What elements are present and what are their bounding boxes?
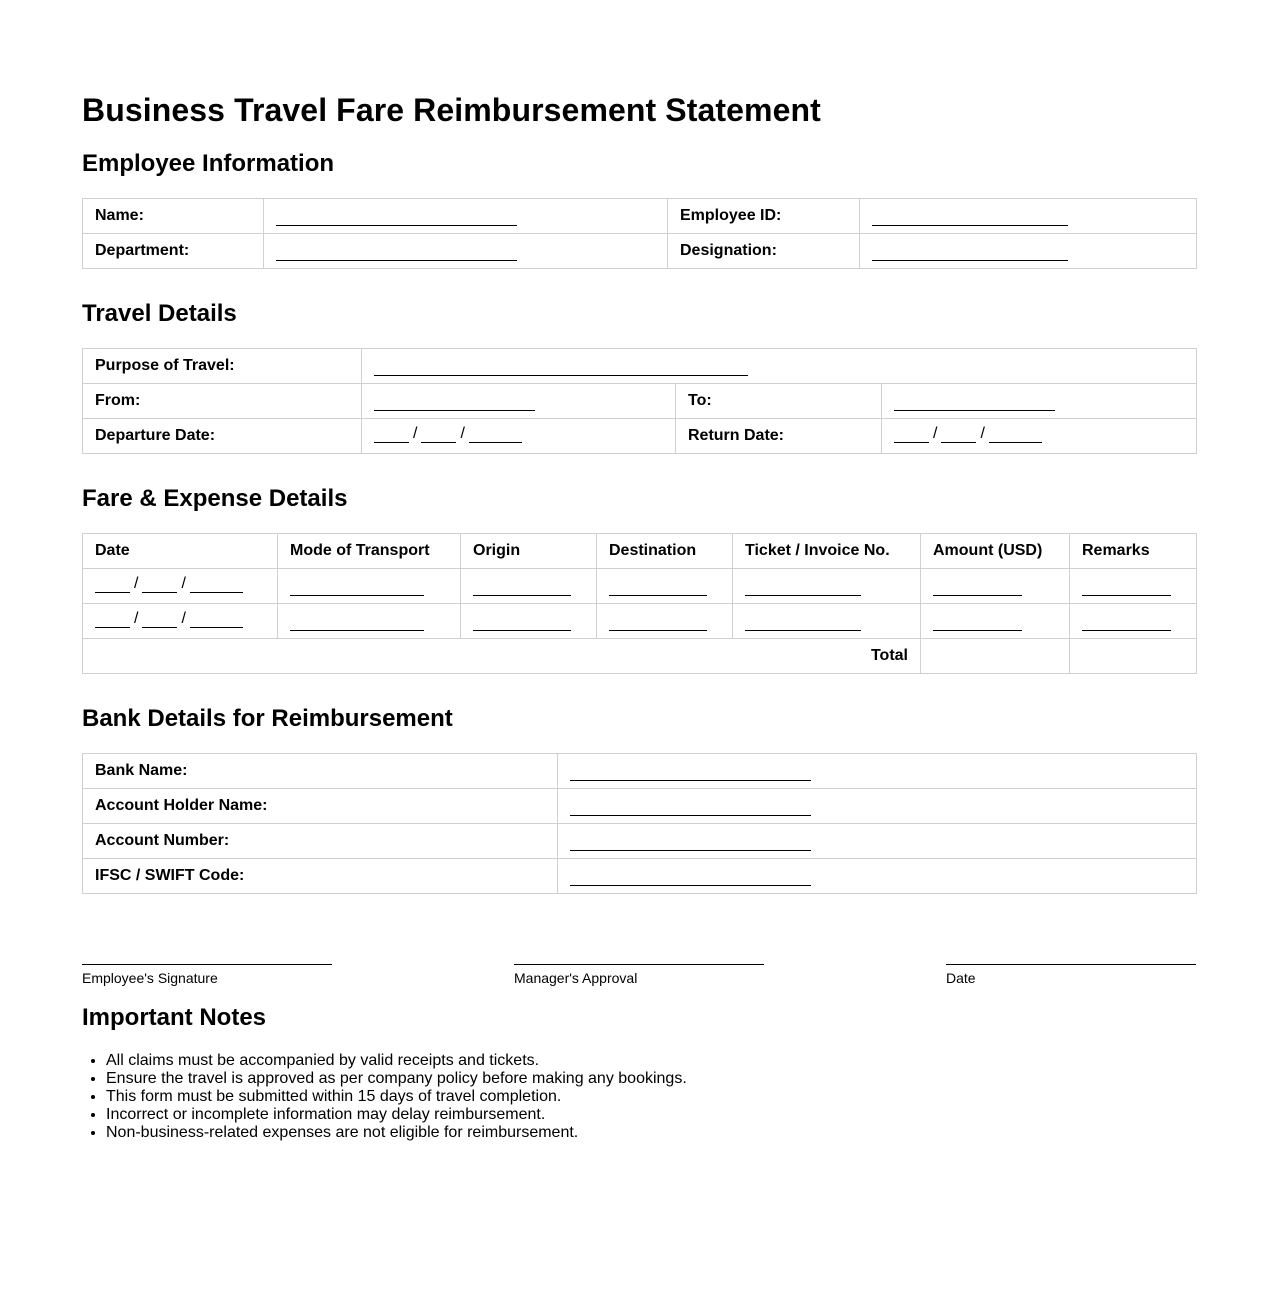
page-title: Business Travel Fare Reimbursement Statement	[82, 92, 821, 128]
mode-field[interactable]	[278, 604, 461, 639]
section-title-travel: Travel Details	[82, 300, 237, 327]
employee-id-field[interactable]	[860, 199, 1197, 234]
amount-blank[interactable]	[933, 615, 1022, 631]
ticket-field[interactable]	[733, 604, 921, 639]
table-row	[83, 859, 1197, 894]
signature-date[interactable]	[946, 954, 1196, 986]
name-label: Name:	[83, 199, 264, 234]
bank-details-table	[82, 753, 1197, 894]
table-row	[83, 384, 1197, 419]
department-label: Department:	[83, 234, 264, 269]
destination-blank[interactable]	[609, 580, 707, 596]
department-field[interactable]	[264, 234, 668, 269]
section-title-fare: Fare & Expense Details	[82, 485, 348, 512]
remarks-field[interactable]	[1070, 604, 1197, 639]
departure-date-label: Departure Date:	[83, 419, 362, 454]
from-blank[interactable]	[374, 395, 535, 411]
swift-code-field[interactable]	[558, 859, 1197, 894]
section-title-employee: Employee Information	[82, 150, 335, 177]
account-holder-label: Account Holder Name:	[83, 789, 558, 824]
fare-expense-table	[82, 533, 1197, 674]
ticket-field[interactable]	[733, 569, 921, 604]
manager-approval-line[interactable]	[514, 954, 764, 965]
to-label: To:	[676, 384, 882, 419]
employee-signature[interactable]	[82, 954, 332, 986]
expense-date-blank[interactable]: / /	[95, 575, 243, 593]
table-row	[83, 754, 1197, 789]
table-row	[83, 824, 1197, 859]
swift-code-label: IFSC / SWIFT Code:	[83, 859, 558, 894]
to-blank[interactable]	[894, 395, 1055, 411]
ticket-blank[interactable]	[745, 615, 861, 631]
employee-signature-caption: Employee's Signature	[82, 970, 218, 986]
table-row	[83, 199, 1197, 234]
amount-field[interactable]	[921, 569, 1070, 604]
to-field[interactable]	[882, 384, 1197, 419]
list-item: • Incorrect or incomplete information may delay reimbursement.	[106, 1106, 1196, 1124]
list-item: • All claims must be accompanied by valid receipts and tickets.	[106, 1052, 1196, 1070]
table-row	[83, 234, 1197, 269]
account-number-blank[interactable]	[570, 835, 811, 851]
return-date-field[interactable]	[882, 419, 1197, 454]
from-field[interactable]	[362, 384, 676, 419]
mode-blank[interactable]	[290, 580, 424, 596]
total-label: Total	[83, 639, 921, 674]
column-header-ticket: Ticket / Invoice No.	[733, 534, 921, 569]
section-title-notes: Important Notes	[82, 1004, 267, 1031]
remarks-blank[interactable]	[1082, 580, 1171, 596]
total-remarks-field[interactable]	[1070, 639, 1197, 674]
table-row	[83, 349, 1197, 384]
employee-id-label: Employee ID:	[668, 199, 860, 234]
bank-name-label: Bank Name:	[83, 754, 558, 789]
table-header-row	[83, 534, 1197, 569]
account-holder-blank[interactable]	[570, 800, 811, 816]
remarks-blank[interactable]	[1082, 615, 1171, 631]
list-item: • This form must be submitted within 15 days of travel completion.	[106, 1088, 1196, 1106]
name-blank[interactable]	[276, 210, 517, 226]
manager-approval-caption: Manager's Approval	[514, 970, 638, 986]
return-date-label: Return Date:	[676, 419, 882, 454]
designation-blank[interactable]	[872, 245, 1068, 261]
column-header-origin: Origin	[461, 534, 597, 569]
return-date-blank[interactable]: / /	[894, 425, 1042, 443]
remarks-field[interactable]	[1070, 569, 1197, 604]
employee-info-table	[82, 198, 1197, 269]
departure-date-field[interactable]	[362, 419, 676, 454]
section-title-bank: Bank Details for Reimbursement	[82, 705, 453, 732]
bank-name-blank[interactable]	[570, 765, 811, 781]
mode-field[interactable]	[278, 569, 461, 604]
table-row	[83, 419, 1197, 454]
designation-field[interactable]	[860, 234, 1197, 269]
column-header-remarks: Remarks	[1070, 534, 1197, 569]
departure-date-blank[interactable]: / /	[374, 425, 522, 443]
purpose-field[interactable]	[362, 349, 1197, 384]
expense-date-field[interactable]	[83, 604, 278, 639]
name-field[interactable]	[264, 199, 668, 234]
amount-blank[interactable]	[933, 580, 1022, 596]
mode-blank[interactable]	[290, 615, 424, 631]
list-item: • Non-business-related expenses are not eligible for reimbursement.	[106, 1124, 1196, 1142]
department-blank[interactable]	[276, 245, 517, 261]
origin-field[interactable]	[461, 569, 597, 604]
destination-field[interactable]	[597, 604, 733, 639]
origin-blank[interactable]	[473, 580, 571, 596]
amount-field[interactable]	[921, 604, 1070, 639]
destination-blank[interactable]	[609, 615, 707, 631]
notes-list	[82, 1052, 1196, 1142]
bank-name-field[interactable]	[558, 754, 1197, 789]
ticket-blank[interactable]	[745, 580, 861, 596]
employee-id-blank[interactable]	[872, 210, 1068, 226]
swift-code-blank[interactable]	[570, 870, 811, 886]
account-number-field[interactable]	[558, 824, 1197, 859]
column-header-destination: Destination	[597, 534, 733, 569]
manager-approval[interactable]	[514, 954, 764, 986]
expense-date-blank[interactable]: / /	[95, 610, 243, 628]
employee-signature-line[interactable]	[82, 954, 332, 965]
origin-field[interactable]	[461, 604, 597, 639]
expense-date-field[interactable]	[83, 569, 278, 604]
purpose-blank[interactable]	[374, 360, 748, 376]
from-label: From:	[83, 384, 362, 419]
column-header-amount: Amount (USD)	[921, 534, 1070, 569]
table-row	[83, 604, 1197, 639]
column-header-date: Date	[83, 534, 278, 569]
column-header-mode: Mode of Transport	[278, 534, 461, 569]
table-row	[83, 789, 1197, 824]
travel-details-table	[82, 348, 1197, 454]
designation-label: Designation:	[668, 234, 860, 269]
purpose-label: Purpose of Travel:	[83, 349, 362, 384]
account-holder-field[interactable]	[558, 789, 1197, 824]
signature-date-line[interactable]	[946, 954, 1196, 965]
list-item: • Ensure the travel is approved as per company policy before making any bookings.	[106, 1070, 1196, 1088]
signature-section	[82, 954, 1196, 1014]
signature-date-caption: Date	[946, 970, 976, 986]
origin-blank[interactable]	[473, 615, 571, 631]
account-number-label: Account Number:	[83, 824, 558, 859]
total-amount-field[interactable]	[921, 639, 1070, 674]
table-row	[83, 639, 1197, 674]
destination-field[interactable]	[597, 569, 733, 604]
table-row	[83, 569, 1197, 604]
